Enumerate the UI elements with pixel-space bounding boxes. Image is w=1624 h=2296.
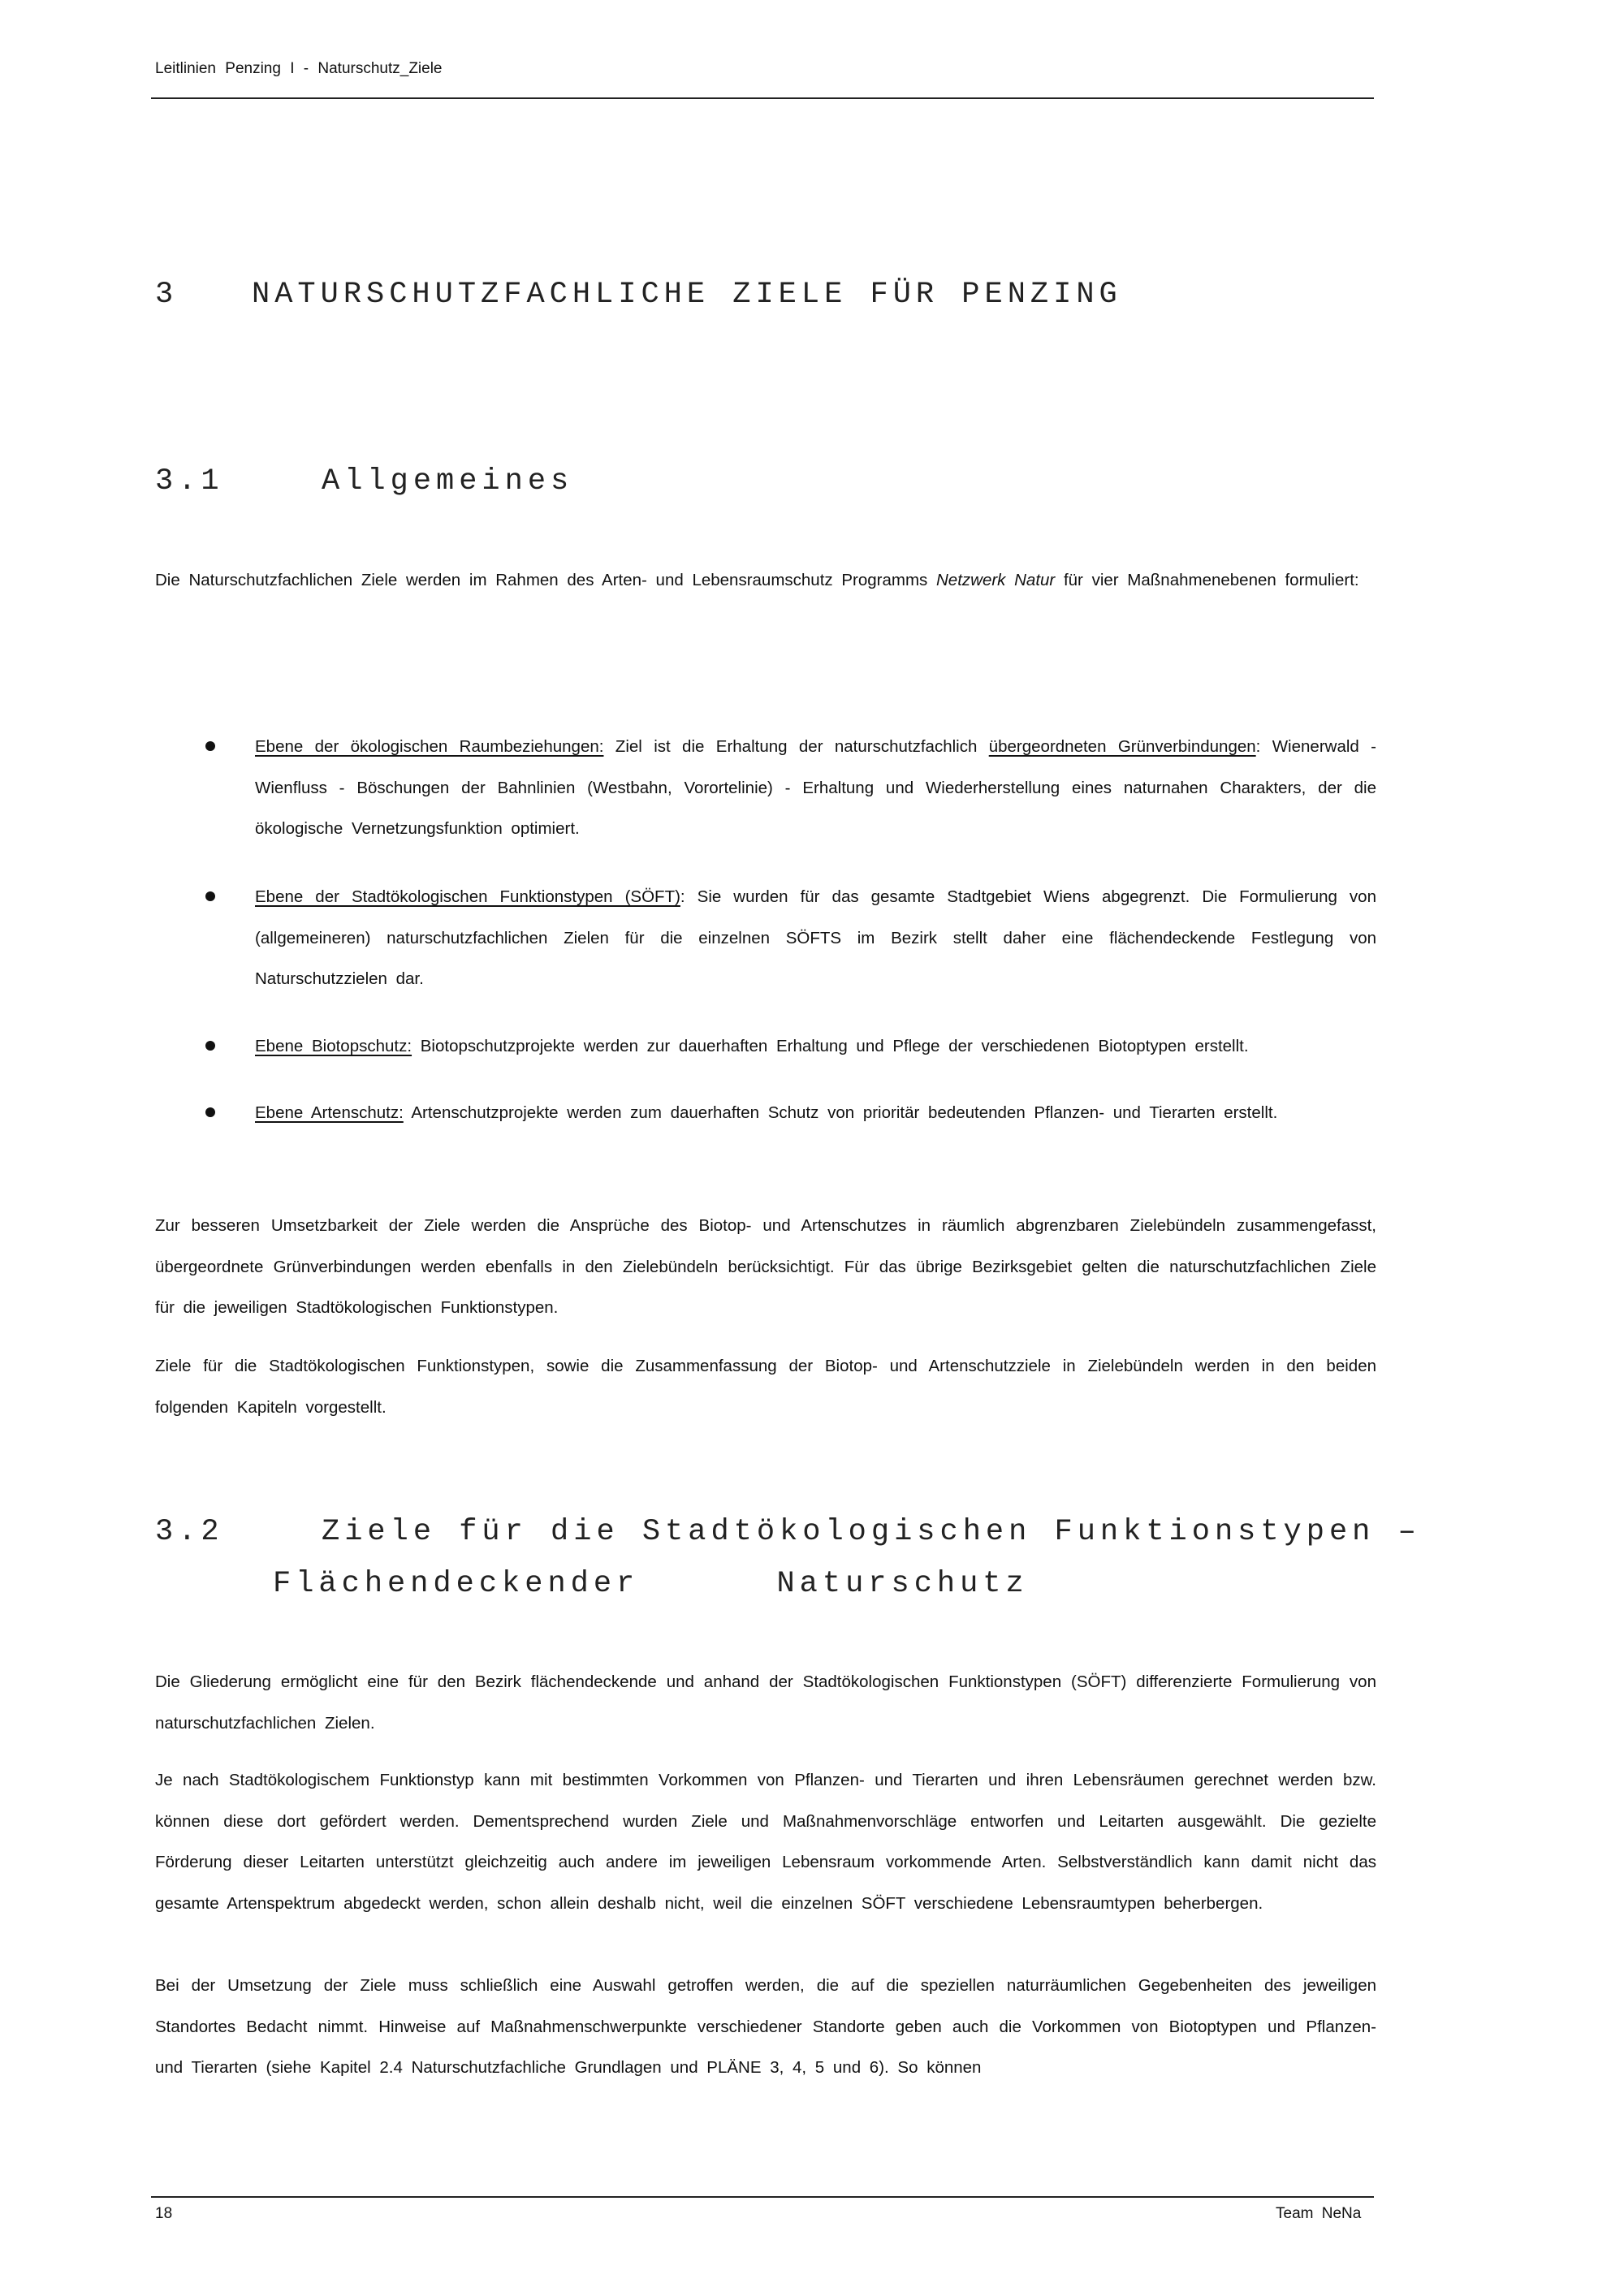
page-number: 18 <box>155 2205 173 2222</box>
list-item-text: Ebene der Stadtökologischen Funktionstypen (SÖFT): Sie wurden für das gesamte Stadtgebiet Wiens abgegrenzt. Die Formulierung von (allgemeineren) naturschutzfachlichen Zielen für die einzelnen SÖFTS im Bezirk stellt daher eine flächendeckende Festlegung von Naturschutzzielen dar. <box>255 887 1376 988</box>
chapter-number: 3 <box>155 278 179 312</box>
list-item-label: Ebene Artenschutz: <box>255 1103 404 1122</box>
bullet-icon <box>205 741 215 751</box>
paragraph: Bei der Umsetzung der Ziele muss schließlich eine Auswahl getroffen werden, die auf die speziellen naturräumlichen Gegebenheiten des jeweiligen Standortes Bedacht nimmt. Hinweise auf Maßnahmenschwerpunkte verschiedener Standorte geben auch die Vorkommen von Biotoptypen und Pflanzen- und Tierarten (siehe Kapitel 2.4 Naturschutzfachliche Grundlagen und PLÄNE 3, 4, 5 und 6). So können <box>155 1976 1376 2077</box>
chapter-title: NATURSCHUTZFACHLICHE ZIELE FÜR PENZING <box>252 278 1122 312</box>
section-title: Allgemeines <box>322 464 574 498</box>
list-item-text: Ebene Biotopschutz: Biotopschutzprojekte werden zur dauerhaften Erhaltung und Pflege der verschiedenen Biotoptypen erstellt. <box>255 1037 1249 1055</box>
chapter-heading <box>155 278 1122 380</box>
intro-paragraph: Die Naturschutzfachlichen Ziele werden im Rahmen des Arten- und Lebensraumschutz Programms Netzwerk Natur für vier Maßnahmenebenen formuliert: <box>155 571 1359 589</box>
list-item-text: Ebene der ökologischen Raumbeziehungen: Ziel ist die Erhaltung der naturschutzfachlich übergeordneten Grünverbindungen: Wienerwald - Wienfluss - Böschungen der Bahnlinien (Westbahn, Vorortelinie) - Erhaltung und Wiederherstellung eines naturnahen Charakters, der die ökologische Vernetzungsfunktion optimiert. <box>255 737 1376 838</box>
list-item-text: Ebene Artenschutz: Artenschutzprojekte werden zum dauerhaften Schutz von prioritär bedeutenden Pflanzen- und Tierarten erstellt. <box>255 1103 1278 1122</box>
footer-rule <box>151 2196 1374 2198</box>
program-name: Netzwerk Natur <box>935 571 1056 589</box>
paragraph: Zur besseren Umsetzbarkeit der Ziele werden die Ansprüche des Biotop- und Artenschutzes in räumlich abgrenzbaren Zielebündeln zusammengefasst, übergeordnete Grünverbindungen werden ebenfalls in den Zielebündeln berücksichtigt. Für das übrige Bezirksgebiet gelten die naturschutzfachlichen Ziele für die jeweiligen Stadtökologischen Funktionstypen. <box>155 1216 1376 1317</box>
header-rule <box>151 97 1374 99</box>
section-heading-3-1 <box>155 464 574 567</box>
paragraph: Ziele für die Stadtökologischen Funktionstypen, sowie die Zusammenfassung der Biotop- und Artenschutzziele in Zielebündeln werden in den beiden folgenden Kapiteln vorgestellt. <box>155 1357 1376 1417</box>
section-number: 3.1 <box>155 464 224 498</box>
paragraph: Die Gliederung ermöglicht eine für den Bezirk flächendeckende und anhand der Stadtökologischen Funktionstypen (SÖFT) differenzierte Formulierung von naturschutzfachlichen Zielen. <box>155 1672 1376 1733</box>
bullet-icon <box>205 1041 215 1051</box>
bullet-icon <box>205 1107 215 1117</box>
section-title-continuation: Flächendeckender Naturschutz <box>273 1567 1029 1601</box>
footer-team: Team NeNa <box>1276 2205 1362 2222</box>
paragraph: Je nach Stadtökologischem Funktionstyp kann mit bestimmten Vorkommen von Pflanzen- und Tierarten und ihren Lebensräumen gerechnet werden bzw. können diese dort gefördert werden. Dementsprechend wurden Ziele und Maßnahmenvorschläge entworfen und Leitarten ausgewählt. Die gezielte Förderung dieser Leitarten unterstützt gleichzeitig auch andere im jeweiligen Lebensraum vorkommende Arten. Selbstverständlich kann damit nicht das gesamte Artenspektrum abgedeckt werden, schon allein deshalb nicht, weil die einzelnen SÖFT verschiedene Lebensraumtypen beherbergen. <box>155 1771 1376 1913</box>
bullet-icon <box>205 891 215 901</box>
section-number: 3.2 <box>155 1515 224 1549</box>
list-item-label: Ebene Biotopschutz: <box>255 1037 412 1055</box>
section-title: Ziele für die Stadtökologischen Funktionstypen – <box>322 1515 1421 1549</box>
list-item-label: Ebene der Stadtökologischen Funktionstypen (SÖFT) <box>255 887 680 906</box>
running-header: Leitlinien Penzing I - Naturschutz_Ziele <box>155 60 443 77</box>
list-item-label: Ebene der ökologischen Raumbeziehungen: <box>255 737 604 756</box>
